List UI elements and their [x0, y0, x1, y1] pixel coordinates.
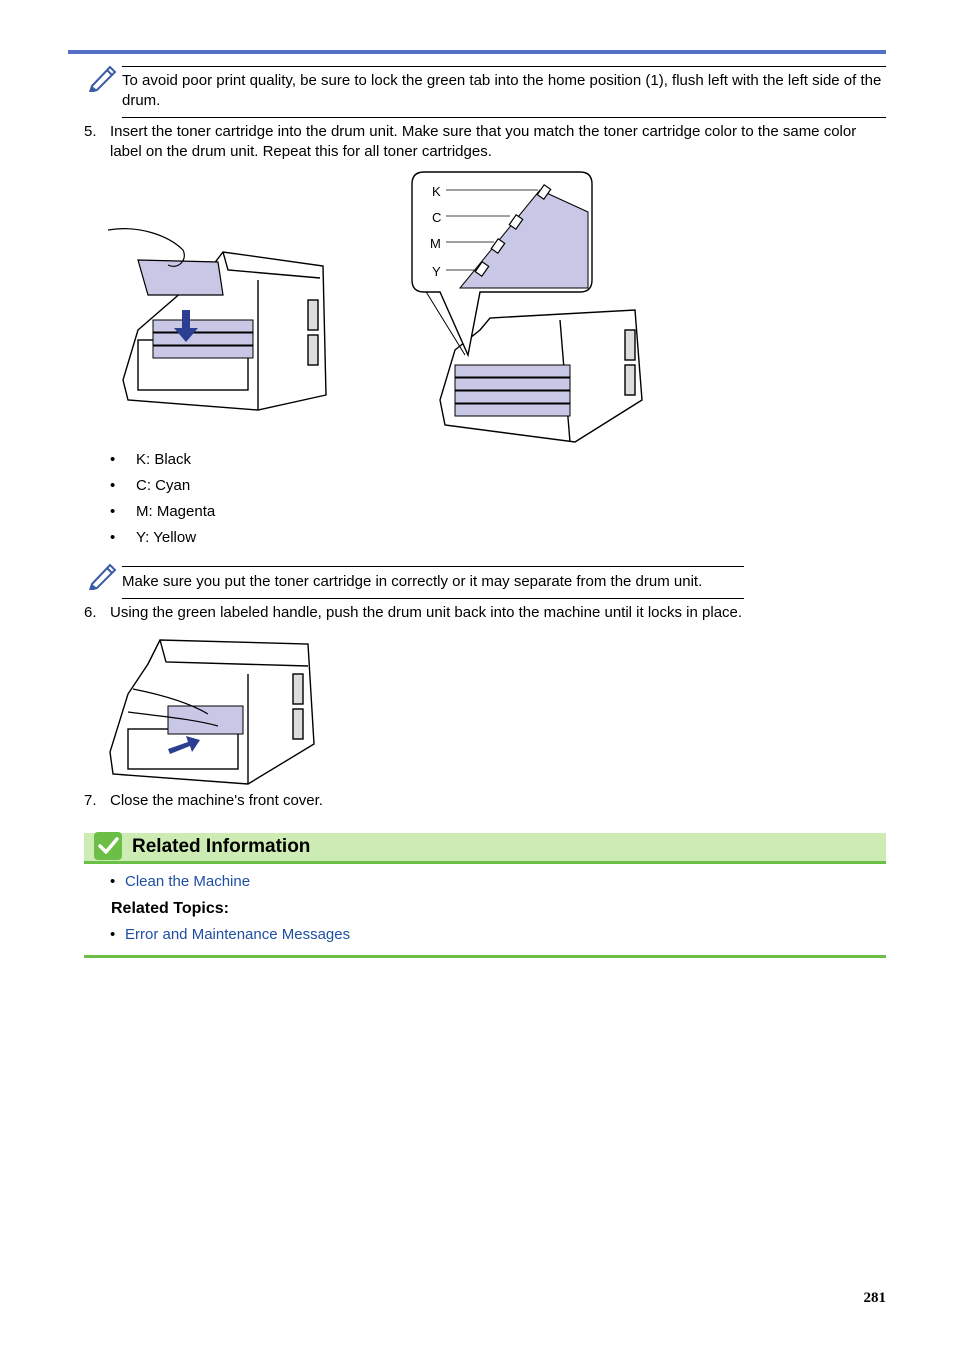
bullet: • [110, 873, 116, 890]
bullet: • [110, 451, 116, 468]
note-1 [84, 60, 886, 120]
link-clean-the-machine[interactable]: Clean the Machine [125, 873, 251, 890]
note-rule-bottom [122, 598, 744, 599]
note-text: Make sure you put the toner cartridge in correctly or it may separate from the drum unit. [122, 573, 703, 590]
note-text: To avoid poor print quality, be sure to lock the green tab into the home position (1), flush left with the left side of the drum. [122, 72, 882, 109]
list-item-text: K: Black [136, 451, 192, 468]
related-title: Related Information [132, 836, 311, 857]
pencil-icon [86, 62, 118, 92]
note-2 [84, 560, 744, 602]
label-y: Y [432, 264, 441, 279]
bullet: • [110, 477, 116, 494]
related-topics-heading: Related Topics: [111, 900, 229, 917]
list-item-text: C: Cyan [136, 477, 191, 494]
bullet: • [110, 926, 116, 943]
page-number: 281 [863, 1290, 886, 1306]
bullet: • [110, 529, 116, 546]
label-k: K [432, 184, 441, 199]
step-6 [84, 603, 874, 625]
step-text: Insert the toner cartridge into the drum unit. Make sure that you match the toner cartridge color to the same color label on the drum unit. Repeat this for all toner cartridges. [110, 123, 857, 160]
list-item-text: Y: Yellow [136, 529, 197, 546]
list-item-text: M: Magenta [136, 503, 216, 520]
related-information-header [84, 833, 886, 864]
step-number: 5. [84, 123, 97, 140]
checkmark-icon [94, 832, 122, 860]
link-error-and-maintenance-messages[interactable]: Error and Maintenance Messages [125, 926, 351, 943]
step-text: Using the green labeled handle, push the drum unit back into the machine until it locks in place. [110, 604, 743, 621]
toner-insertion-illustration [108, 220, 330, 412]
step-5 [84, 122, 874, 164]
step-number: 7. [84, 792, 97, 809]
label-m: M [430, 236, 441, 251]
pencil-icon [86, 560, 118, 590]
note-rule-top [122, 66, 886, 67]
drum-push-illustration [108, 634, 318, 788]
label-c: C [432, 210, 442, 225]
header-bar [68, 50, 886, 54]
related-bottom-rule [84, 955, 886, 958]
color-label-illustration [410, 170, 646, 448]
note-rule-bottom [122, 117, 886, 118]
note-rule-top [122, 566, 744, 567]
step-number: 6. [84, 604, 97, 621]
step-7 [84, 791, 874, 813]
step-text: Close the machine's front cover. [110, 792, 323, 809]
bullet: • [110, 503, 116, 520]
